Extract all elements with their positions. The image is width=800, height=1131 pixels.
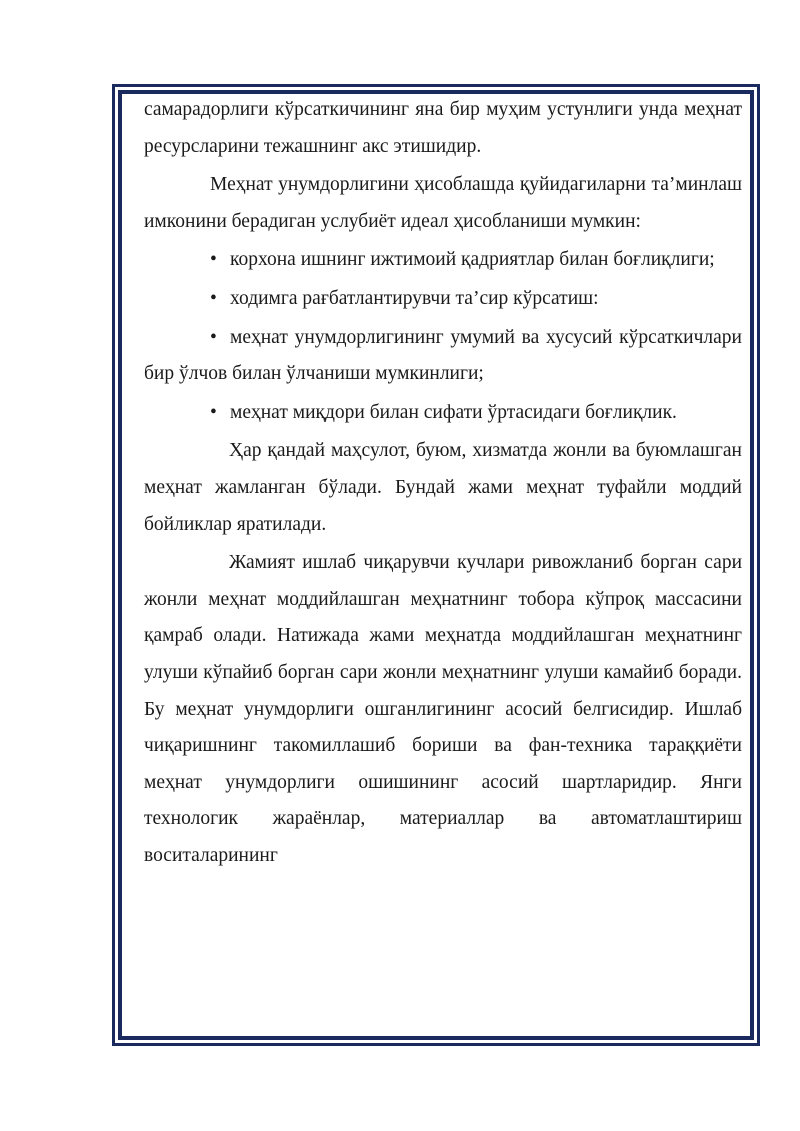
bullet-symbol: • <box>210 249 217 271</box>
paragraph-society-labor: Жамият ишлаб чиқарувчи кучлари ривожланиб борган сари жонли меҳнат моддийлашган меҳнатнинг тобора кўпроқ массасини қамраб олади. Натижада жами меҳнатда моддийлашган меҳнатнинг улуши кўпайиб борган сари жонли меҳнатнинг улуши камайиб боради. Бу меҳнат унумдорлиги ошганлигининг асосий белгисидир. Ишлаб чиқаришнинг такомиллашиб бориши ва фан-техника тараққиёти меҳнат унумдорлиги ошишининг асосий шартларидир. Янги технологик жараёнлар, материаллар ва автоматлаштириш воситаларининг <box>144 552 742 866</box>
page-content <box>144 92 742 876</box>
bullet-symbol: • <box>210 401 217 423</box>
bullet-text: меҳнат миқдори билан сифати ўртасидаги боғлиқлик. <box>230 401 677 423</box>
bullet-symbol: • <box>210 326 217 348</box>
bullet-text: меҳнат унумдорлигининг умумий ва хусусий кўрсаткичлари бир ўлчов билан ўлчаниши мумкинлиги; <box>144 326 742 385</box>
bullet-symbol: • <box>210 287 217 309</box>
paragraph-methodology: Меҳнат унумдорлигини ҳисоблашда қуйидагиларни та’минлаш имконини берадиган услубиёт идеал ҳисобланиши мумкин: <box>144 174 742 232</box>
bullet-item <box>144 242 742 279</box>
paragraph-continuation: самарадорлиги кўрсаткичининг яна бир муҳим устунлиги унда меҳнат ресурсларини тежашнинг акс этишидир. <box>144 99 742 157</box>
bullet-text: ходимга рағбатлантирувчи та’сир кўрсатиш: <box>230 287 599 309</box>
bullet-text: корхона ишнинг ижтимоий қадриятлар билан боғлиқлиги; <box>230 249 715 271</box>
bullet-item <box>144 320 742 393</box>
bullet-item <box>144 281 742 318</box>
bullet-item <box>144 395 742 432</box>
paragraph-product-labor: Ҳар қандай маҳсулот, буюм, хизматда жонли ва буюмлашган меҳнат жамланган бўлади. Бундай жами меҳнат туфайли моддий бойликлар яратилади. <box>144 440 742 535</box>
